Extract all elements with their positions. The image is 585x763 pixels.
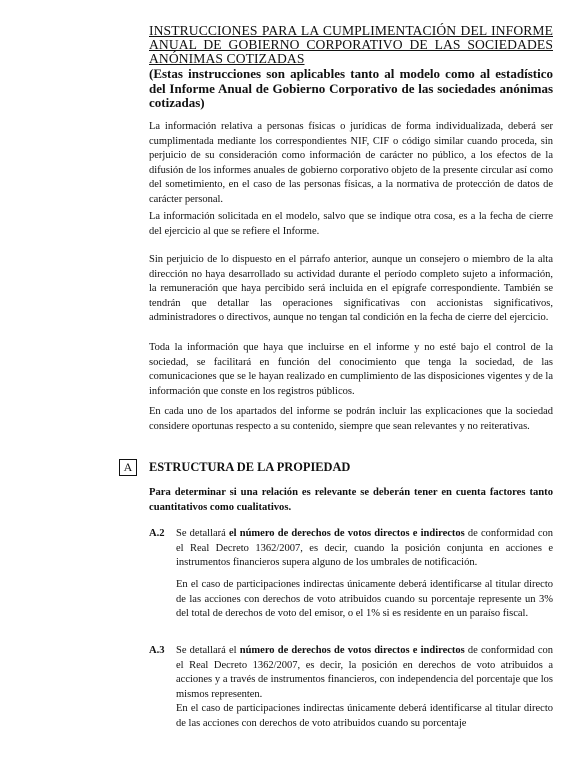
item-a3-paragraph-2: En el caso de participaciones indirectas únicamente deberá identificarse al titular directo de las acciones con derechos de voto atribuidos cuando su porcentaje [176,703,553,729]
document-subtitle: (Estas instrucciones son aplicables tanto al modelo como al estadístico del Informe Anual de Gobierno Corporativo de las sociedades anónimas cotizadas) [149,66,553,111]
item-a2-text-post: de conformidad con el Real Decreto 1362/2007, es decir, cuando la posición conjunta en acciones e instrumentos financieros supera alguno de los umbrales de notificación. [176,528,553,569]
document-title: INSTRUCCIONES PARA LA CUMPLIMENTACIÓN DEL INFORME ANUAL DE GOBIERNO CORPORATIVO DE LAS SOCIEDADES ANÓNIMAS COTIZADAS [149,23,553,67]
item-number-a2: A.2 [149,528,165,539]
paragraph-1: La información relativa a personas físicas o jurídicas de forma individualizada, deberá ser cumplimentada mediante los correspondientes NIF, CIF o código similar cuando proceda, sin perjuicio de su consideración como información de carácter no público, a los efectos de la difusión de los informes anuales de gobierno corporativo objeto de la presente circular así como del sometimiento, en el caso de las personas físicas, a la normativa de protección de datos de carácter personal. [149,121,553,205]
item-a3-text-post: de conformidad con el Real Decreto 1362/2007, es decir, la posición en derechos de voto atribuidos a acciones y a través de instrumentos financieros, con independencia del porcentaje que los mismos representen. [176,645,553,700]
item-a3-text-bold: número de derechos de votos directos e indirectos [239,645,465,656]
paragraph-2: La información solicitada en el modelo, salvo que se indique otra cosa, es a la fecha de cierre del ejercicio al que se refiere el Informe. [149,211,553,237]
item-a3-paragraph-1 [176,644,553,702]
item-a2-text-pre: Se detallará [176,528,229,539]
section-title: ESTRUCTURA DE LA PROPIEDAD [149,460,351,474]
item-a2-paragraph-1 [176,527,553,571]
paragraph-3: Sin perjuicio de lo dispuesto en el párrafo anterior, aunque un consejero o miembro de la alta dirección no haya desarrollado su actividad durante el período completo sujeto a información, la remuneración que haya percibido será incluida en el epígrafe correspondiente. También se tendrán que detallar las operaciones significativas con accionistas significativos, administradores o directivos, aunque no tengan tal condición en la fecha de cierre del ejercicio. [149,254,553,324]
item-a3-text-pre: Se detallará el [176,645,240,656]
section-letter-box: A [119,459,137,476]
paragraph-4: Toda la información que haya que incluirse en el informe y no esté bajo el control de la sociedad, se facilitará en función del conocimiento que tenga la sociedad, de las comunicaciones que se le hayan realizado en cumplimiento de las disposiciones vigentes y de la información que conste en los registros públicos. [149,342,553,397]
item-a2-paragraph-2: En el caso de participaciones indirectas únicamente deberá identificarse al titular directo de las acciones con derechos de voto atribuidos cuando su porcentaje represente un 3% del total de derechos de voto del emisor, o el 1% si es residente en un paraíso fiscal. [176,579,553,620]
item-a2-text-bold: el número de derechos de votos directos e indirectos [229,528,465,539]
item-number-a3: A.3 [149,645,165,656]
section-lead: Para determinar si una relación es relevante se deberán tener en cuenta factores tanto cuantitativos como cualitativos. [149,487,553,513]
paragraph-5: En cada uno de los apartados del informe se podrán incluir las explicaciones que la sociedad considere oportunas respecto a su contenido, siempre que sean relevantes y no reiterativas. [149,406,553,432]
